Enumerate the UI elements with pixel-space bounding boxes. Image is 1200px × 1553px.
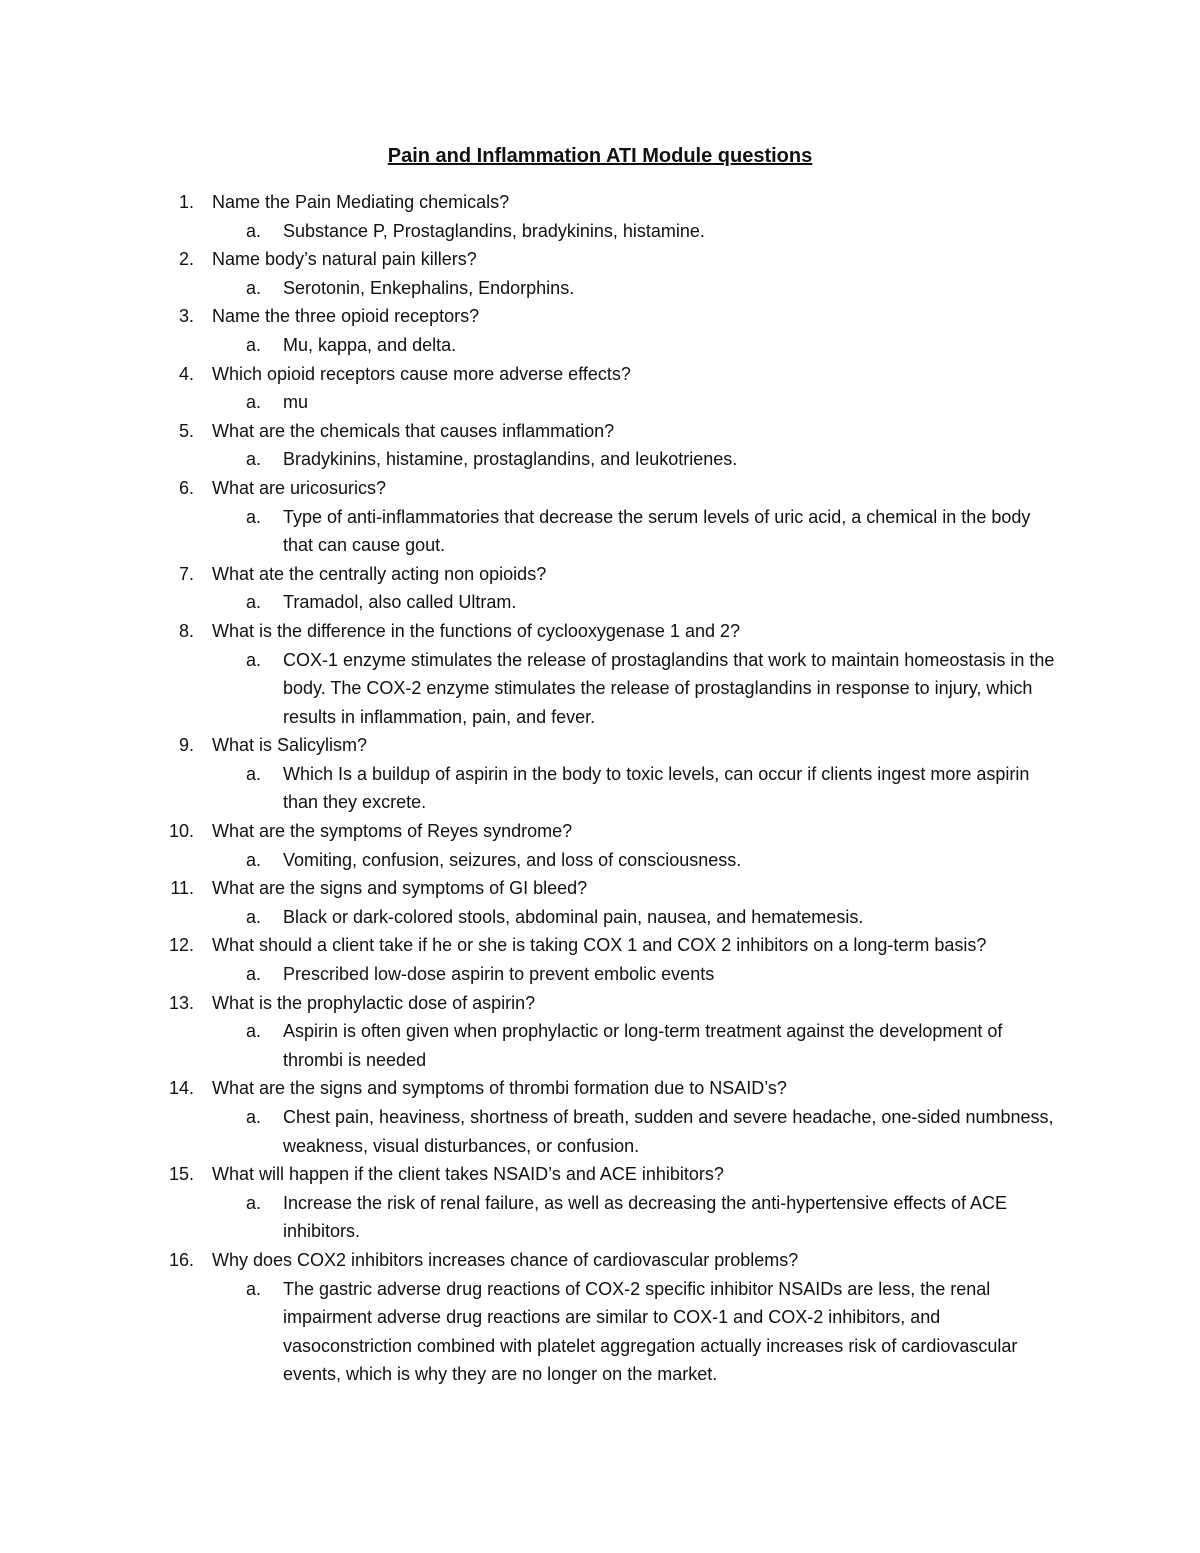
- list-item: [0, 874, 1200, 931]
- answer-text: Increase the risk of renal failure, as well as decreasing the anti-hypertensive effects of ACE inhibitors.: [283, 1192, 1008, 1242]
- question-number: 6.: [178, 477, 194, 498]
- question-text: What are uricosurics?: [212, 477, 387, 498]
- question-number: 11.: [170, 878, 194, 899]
- answer-marker: a.: [246, 849, 262, 870]
- answer-text: Aspirin is often given when prophylactic or long-term treatment against the development of thrombi is needed: [283, 1021, 1003, 1070]
- question: [0, 1160, 1200, 1189]
- list-item: [0, 188, 1200, 245]
- answer-marker: a.: [246, 649, 262, 670]
- answer-text: Black or dark-colored stools, abdominal pain, nausea, and hematemesis.: [283, 906, 864, 927]
- answer: [0, 331, 1200, 360]
- question-number: 13.: [168, 992, 194, 1013]
- answer: [0, 1017, 1200, 1074]
- answer-text: Which Is a buildup of aspirin in the body to toxic levels, can occur if clients ingest more aspirin than they excrete.: [283, 763, 1030, 813]
- answer-marker: a.: [246, 449, 262, 470]
- question-number: 3.: [178, 306, 194, 327]
- question-text: What is the difference in the functions of cyclooxygenase 1 and 2?: [212, 620, 740, 641]
- answer-marker: a.: [246, 1278, 262, 1299]
- answer-text: Vomiting, confusion, seizures, and loss of consciousness.: [283, 849, 742, 870]
- question: [0, 1074, 1200, 1103]
- question: [0, 360, 1200, 389]
- answer: [0, 388, 1200, 417]
- answer-marker: a.: [246, 334, 262, 355]
- question-text: What should a client take if he or she is taking COX 1 and COX 2 inhibitors on a long-term basis?: [212, 935, 987, 956]
- list-item: [0, 560, 1200, 617]
- question-text: What are the symptoms of Reyes syndrome?: [212, 821, 573, 842]
- answer: [0, 1275, 1200, 1389]
- answer: [0, 1103, 1200, 1160]
- list-item: [0, 360, 1200, 417]
- answer-marker: a.: [246, 763, 262, 784]
- question: [0, 931, 1200, 960]
- question-number: 1.: [178, 192, 194, 212]
- question: [0, 560, 1200, 589]
- question-number: 10.: [168, 821, 194, 842]
- question: [0, 474, 1200, 503]
- question-text: Name the three opioid receptors?: [212, 306, 480, 327]
- answer: [0, 503, 1200, 560]
- question-text: What will happen if the client takes NSAID’s and ACE inhibitors?: [212, 1164, 724, 1185]
- list-item: [0, 474, 1200, 560]
- answer: [0, 903, 1200, 932]
- question-text: Why does COX2 inhibitors increases chance of cardiovascular problems?: [212, 1249, 799, 1270]
- list-item: [0, 817, 1200, 874]
- answer-marker: a.: [246, 392, 262, 413]
- answer: [0, 960, 1200, 989]
- answer-text: Bradykinins, histamine, prostaglandins, and leukotrienes.: [283, 449, 738, 470]
- answer-marker: a.: [246, 964, 262, 985]
- answer-text: Chest pain, heaviness, shortness of breath, sudden and severe headache, one-sided numbness, weakness, visual disturbances, or confusion.: [283, 1107, 1054, 1156]
- question-text: What are the signs and symptoms of thrombi formation due to NSAID’s?: [212, 1078, 787, 1099]
- question-text: What is Salicylism?: [212, 735, 368, 756]
- question: [0, 245, 1200, 274]
- list-item: [0, 302, 1200, 359]
- answer-marker: a.: [246, 1021, 262, 1042]
- answer-text: The gastric adverse drug reactions of COX-2 specific inhibitor NSAIDs are less, the renal impairment adverse drug reactions are similar to COX-1 and COX-2 inhibitors, and vasoconstriction combined with platelet aggregation actually increases risk of cardiovascular events, which is why they are no longer on the market.: [283, 1278, 1018, 1385]
- answer-marker: a.: [246, 506, 262, 527]
- question-number: 8.: [178, 620, 194, 641]
- answer: [0, 588, 1200, 617]
- answer-text: Type of anti-inflammatories that decrease the serum levels of uric acid, a chemical in the body that can cause gout.: [283, 506, 1031, 556]
- list-item: [0, 931, 1200, 988]
- answer-text: Prescribed low-dose aspirin to prevent embolic events: [283, 964, 715, 985]
- question-text: Name the Pain Mediating chemicals?: [212, 192, 510, 212]
- question-text: What are the signs and symptoms of GI bleed?: [212, 878, 588, 899]
- list-item: [0, 1246, 1200, 1389]
- answer-text: Mu, kappa, and delta.: [283, 334, 457, 355]
- question: [0, 874, 1200, 903]
- question: [0, 1246, 1200, 1275]
- question: [0, 617, 1200, 646]
- answer: [0, 217, 1200, 246]
- list-item: [0, 245, 1200, 302]
- answer: [0, 274, 1200, 303]
- question-number: 5.: [178, 420, 194, 441]
- list-item: [0, 989, 1200, 1075]
- question: [0, 417, 1200, 446]
- answer-marker: a.: [246, 1192, 262, 1213]
- list-item: [0, 731, 1200, 817]
- answer: [0, 646, 1200, 732]
- answer: [0, 846, 1200, 875]
- document-title: Pain and Inflammation ATI Module questions: [387, 145, 813, 167]
- list-item: [0, 417, 1200, 474]
- list-item: [0, 1074, 1200, 1160]
- question-text: What is the prophylactic dose of aspirin?: [212, 992, 536, 1013]
- question-list: [0, 188, 1200, 1389]
- answer-text: Tramadol, also called Ultram.: [283, 592, 517, 613]
- question-number: 16.: [168, 1249, 194, 1270]
- answer-text: Substance P, Prostaglandins, bradykinins, histamine.: [283, 220, 705, 241]
- list-item: [0, 1160, 1200, 1246]
- question-text: What are the chemicals that causes inflammation?: [212, 420, 615, 441]
- question-number: 15.: [168, 1164, 194, 1185]
- answer-marker: a.: [246, 592, 262, 613]
- question-number: 12.: [168, 935, 194, 956]
- answer-text: COX-1 enzyme stimulates the release of prostaglandins that work to maintain homeostasis in the body. The COX-2 enzyme stimulates the release of prostaglandins in response to injury, which results in inflammation, pain, and fever.: [283, 649, 1055, 727]
- question-text: Name body’s natural pain killers?: [212, 249, 477, 270]
- answer-marker: a.: [246, 1107, 262, 1127]
- answer-marker: a.: [246, 277, 262, 298]
- question-number: 2.: [178, 249, 194, 270]
- question-text: What ate the centrally acting non opioids?: [212, 563, 547, 584]
- question-number: 4.: [178, 363, 194, 384]
- question: [0, 188, 1200, 217]
- answer-marker: a.: [246, 220, 262, 241]
- question: [0, 302, 1200, 331]
- question-number: 7.: [178, 563, 194, 584]
- question: [0, 817, 1200, 846]
- answer: [0, 760, 1200, 817]
- answer: [0, 1189, 1200, 1246]
- answer-text: mu: [283, 392, 309, 413]
- question: [0, 731, 1200, 760]
- answer-marker: a.: [246, 906, 262, 927]
- question: [0, 989, 1200, 1018]
- question-number: 14.: [168, 1078, 194, 1099]
- question-number: 9.: [178, 735, 194, 756]
- question-text: Which opioid receptors cause more adverse effects?: [212, 363, 631, 384]
- answer-text: Serotonin, Enkephalins, Endorphins.: [283, 277, 575, 298]
- answer: [0, 445, 1200, 474]
- list-item: [0, 617, 1200, 731]
